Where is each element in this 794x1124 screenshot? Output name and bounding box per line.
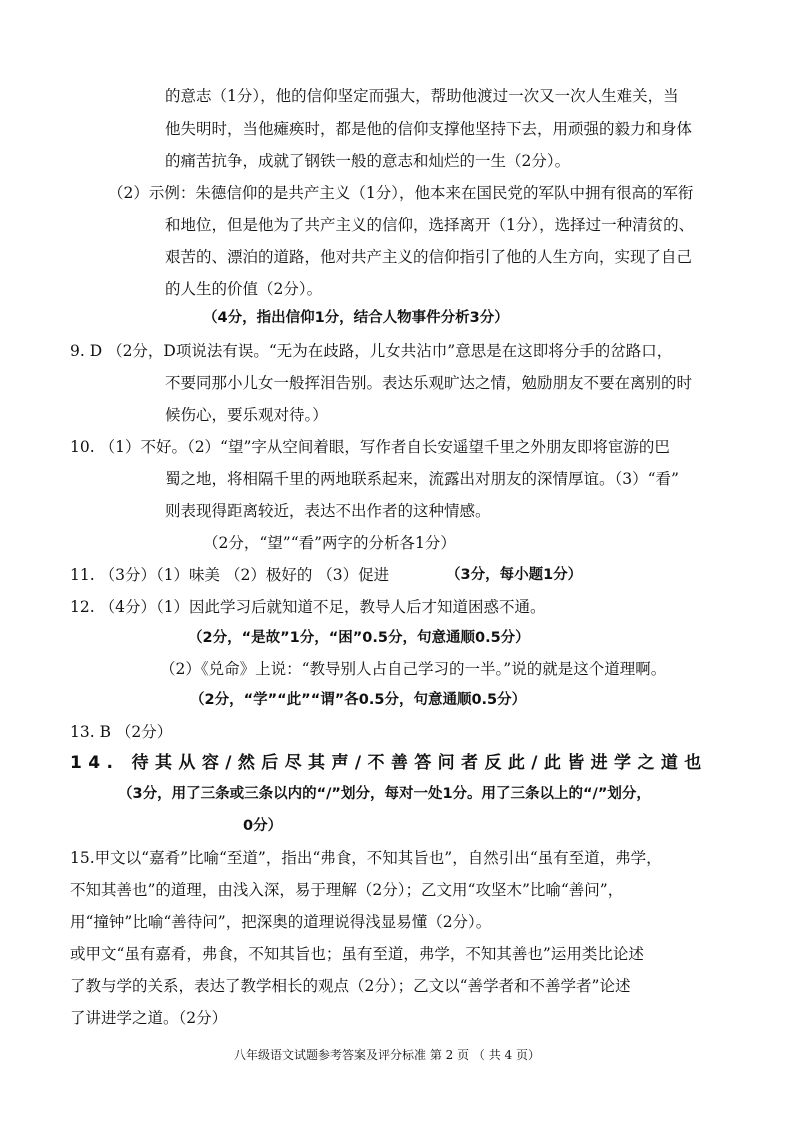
answer-12: 12. （4分）（1）因此学习后就知道不足，教导人后才知道困惑不通。 [70, 598, 546, 616]
text-line: 了讲进学之道。（2分） [70, 1009, 228, 1027]
text-line: （2）《兑命》上说：“教导别人占自己学习的一半。”说的就是这个道理啊。 [160, 660, 667, 678]
text-line: 的意志（1分），他的信仰坚定而强大，帮助他渡过一次又一次人生难关，当 [165, 87, 679, 105]
text-line: 艰苦的、漂泊的道路，他对共产主义的信仰指引了他的人生方向，实现了自己 [165, 248, 693, 266]
scoring-note: （3分，每小题1分） [446, 567, 583, 583]
text-line: 则表现得距离较近，表达不出作者的这种情感。 [165, 502, 491, 520]
text-line: 的痛苦抗争，成就了钢铁一般的意志和灿烂的一生（2分）。 [165, 152, 571, 170]
scoring-note: 0分） [243, 818, 283, 834]
text-line: 候伤心，要乐观对待。） [165, 406, 328, 424]
text-line: 或甲文“虽有嘉肴，弗食，不知其旨也；虽有至道，弗学，不知其善也”运用类比论述 [70, 945, 644, 963]
scoring-note: （2分，“望”“看”两字的分析各1分） [203, 534, 456, 552]
text-line: 蜀之地，将相隔千里的两地联系起来，流露出对朋友的深情厚谊。（3）“看” [165, 470, 679, 488]
answer-15: 15.甲文以“嘉肴”比喻“至道”，指出“弗食，不知其旨也”，自然引出“虽有至道，弗学， [70, 849, 662, 867]
text-line: 他失明时，当他瘫痪时，都是他的信仰支撑他坚持下去，用顽强的毅力和身体 [165, 120, 693, 138]
text-line: 的人生的价值（2分）。 [165, 280, 323, 298]
text-line: 了教与学的关系，表达了教学相长的观点（2分）；乙文以“善学者和不善学者”论述 [70, 977, 631, 995]
answer-9: 9. D （2分，D项说法有误。“无为在歧路，儿女共沾巾”意思是在这即将分手的岔路口， [70, 342, 673, 360]
text-line: 用“撞钟”比喻“善待问”，把深奥的道理说得浅显易懂（2分）。 [70, 913, 492, 931]
answer-10: 10. （1）不好。（2）“望”字从空间着眼，写作者自长安遥望千里之外朋友即将宦游的巴 [70, 438, 670, 456]
answer-13: 13. B （2分） [70, 723, 173, 741]
scoring-note: （2分，“是故”1分，“困”0.5分，句意通顺0.5分） [188, 630, 530, 646]
answer-14: 14. 待其从容/然后尽其声/不善答问者反此/此皆进学之道也 [70, 753, 708, 773]
text-line: 不要同那小儿女一般挥泪告别。表达乐观旷达之情，勉励朋友不要在离别的时 [165, 374, 693, 392]
answer-11: 11. （3分）（1）味美 （2）极好的 （3）促进 [70, 566, 390, 584]
scoring-note: （4分，指出信仰1分，结合人物事件分析3分） [203, 310, 509, 326]
scoring-note: （3分，用了三条或三条以内的“/”划分，每对一处1分。用了三条以上的“/”划分， [118, 786, 651, 802]
scoring-note: （2分，“学”“此”“谓”各0.5分，句意通顺0.5分） [190, 692, 527, 708]
page-footer: 八年级语文试题参考答案及评分标准 第 2 页 （ 共 4 页） [234, 1048, 540, 1062]
text-line: （2）示例：朱德信仰的是共产主义（1分），他本来在国民党的军队中拥有很高的军衔 [108, 184, 694, 202]
text-line: 不知其善也”的道理，由浅入深，易于理解（2分）；乙文用“攻坚木”比喻“善问”， [70, 881, 624, 899]
text-line: 和地位，但是他为了共产主义的信仰，选择离开（1分），选择过一种清贫的、 [165, 216, 695, 234]
